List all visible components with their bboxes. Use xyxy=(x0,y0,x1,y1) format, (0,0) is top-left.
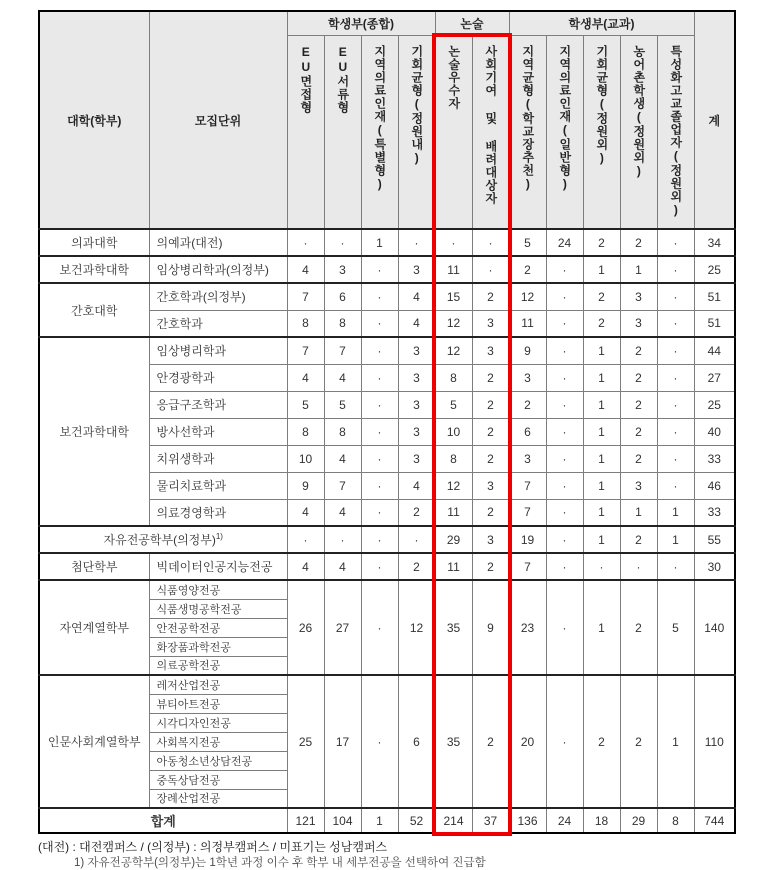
value-cell: 15 xyxy=(435,283,472,310)
value-cell: · xyxy=(546,364,583,391)
unit-cell: 시각디자인전공 xyxy=(149,713,287,732)
unit-cell: 방사선학과 xyxy=(149,418,287,445)
value-cell: 8 xyxy=(324,310,361,337)
college-column-header: 대학(학부) xyxy=(39,11,149,229)
value-cell: 5 xyxy=(509,229,546,256)
value-cell: · xyxy=(546,391,583,418)
value-cell: 3 xyxy=(398,364,435,391)
value-cell: 1 xyxy=(583,472,620,499)
value-cell: 4 xyxy=(287,364,324,391)
unit-cell: 간호학과 xyxy=(149,310,287,337)
unit-cell: 간호학과(의정부) xyxy=(149,283,287,310)
value-cell: 1 xyxy=(583,391,620,418)
value-cell: 8 xyxy=(435,364,472,391)
unit-cell: 안경광학과 xyxy=(149,364,287,391)
unit-cell: 의료경영학과 xyxy=(149,499,287,526)
table-row xyxy=(39,553,735,580)
value-cell: 4 xyxy=(398,310,435,337)
value-cell: 2 xyxy=(472,553,509,580)
table-row xyxy=(39,675,735,694)
value-cell: 5 xyxy=(287,391,324,418)
value-cell: 1 xyxy=(583,526,620,553)
unit-cell: 장례산업전공 xyxy=(149,789,287,808)
unit-cell: 안전공학전공 xyxy=(149,618,287,637)
college-cell: 인문사회계열학부 xyxy=(39,675,149,808)
value-cell: 1 xyxy=(361,808,398,833)
value-cell: 3 xyxy=(620,310,657,337)
value-cell: · xyxy=(287,526,324,553)
unit-cell: 임상병리학과 xyxy=(149,337,287,364)
value-cell: 4 xyxy=(324,553,361,580)
value-cell: 7 xyxy=(509,472,546,499)
value-cell: 1 xyxy=(361,229,398,256)
value-cell: · xyxy=(546,445,583,472)
college-cell: 의과대학 xyxy=(39,229,149,256)
value-cell: 1 xyxy=(583,364,620,391)
unit-cell: 빅데이터인공지능전공 xyxy=(149,553,287,580)
college-cell: 간호대학 xyxy=(39,283,149,337)
value-cell: 11 xyxy=(509,310,546,337)
total-row xyxy=(39,808,735,833)
value-cell: 55 xyxy=(694,526,735,553)
value-cell: 3 xyxy=(472,310,509,337)
column-header-label: 지역균형(학교장추천) xyxy=(520,44,535,192)
table-row xyxy=(39,580,735,599)
value-cell: 214 xyxy=(435,808,472,833)
value-cell: · xyxy=(361,499,398,526)
value-cell: 140 xyxy=(694,580,735,675)
column-header-10 xyxy=(657,35,694,229)
value-cell: 23 xyxy=(509,580,546,675)
value-cell: 3 xyxy=(472,526,509,553)
value-cell: · xyxy=(361,445,398,472)
value-cell: 7 xyxy=(509,499,546,526)
value-cell: 6 xyxy=(509,418,546,445)
column-header-4 xyxy=(435,35,472,229)
value-cell: 2 xyxy=(620,675,657,808)
value-cell: 1 xyxy=(583,418,620,445)
value-cell: 12 xyxy=(509,283,546,310)
admission-table xyxy=(38,10,736,834)
value-cell: · xyxy=(398,526,435,553)
value-cell: 3 xyxy=(509,445,546,472)
value-cell: 11 xyxy=(435,553,472,580)
value-cell: 29 xyxy=(435,526,472,553)
value-cell: 11 xyxy=(435,499,472,526)
value-cell: · xyxy=(546,675,583,808)
value-cell: · xyxy=(361,256,398,283)
group-header-subject: 학생부(교과) xyxy=(509,11,694,35)
value-cell: 33 xyxy=(694,445,735,472)
unit-cell: 아동청소년상담전공 xyxy=(149,751,287,770)
value-cell: 5 xyxy=(324,391,361,418)
column-header-label: 농어촌학생(정원외) xyxy=(631,44,646,179)
value-cell: · xyxy=(398,229,435,256)
campus-footnote: (대전) : 대전캠퍼스 / (의정부) : 의정부캠퍼스 / 미표기는 성남캠퍼스 xyxy=(38,840,388,854)
college-cell: 첨단학부 xyxy=(39,553,149,580)
value-cell: · xyxy=(546,499,583,526)
unit-cell: 응급구조학과 xyxy=(149,391,287,418)
value-cell: 2 xyxy=(583,675,620,808)
table-row xyxy=(39,229,735,256)
table-body xyxy=(39,229,735,833)
table-row xyxy=(39,256,735,283)
value-cell: 10 xyxy=(435,418,472,445)
value-cell: · xyxy=(546,310,583,337)
value-cell: 17 xyxy=(324,675,361,808)
value-cell: 2 xyxy=(620,391,657,418)
value-cell: 2 xyxy=(472,283,509,310)
value-cell: 1 xyxy=(620,499,657,526)
unit-cell: 사회복지전공 xyxy=(149,732,287,751)
value-cell: 12 xyxy=(435,310,472,337)
value-cell: 51 xyxy=(694,310,735,337)
unit-cell: 물리치료학과 xyxy=(149,472,287,499)
value-cell: · xyxy=(472,256,509,283)
value-cell: 2 xyxy=(620,526,657,553)
value-cell: · xyxy=(546,526,583,553)
value-cell: 744 xyxy=(694,808,735,833)
value-cell: 3 xyxy=(472,472,509,499)
value-cell: 2 xyxy=(620,418,657,445)
value-cell: 37 xyxy=(472,808,509,833)
value-cell: 1 xyxy=(657,499,694,526)
column-header-label: 사회기여 및 배려대상자 xyxy=(483,44,498,205)
unit-column-header: 모집단위 xyxy=(149,11,287,229)
value-cell: 29 xyxy=(620,808,657,833)
value-cell: 4 xyxy=(398,283,435,310)
unit-cell: 레저산업전공 xyxy=(149,675,287,694)
value-cell: · xyxy=(324,526,361,553)
value-cell: 6 xyxy=(398,675,435,808)
value-cell: 9 xyxy=(509,337,546,364)
value-cell: 2 xyxy=(509,391,546,418)
value-cell: 2 xyxy=(620,337,657,364)
value-cell: 1 xyxy=(657,675,694,808)
value-cell: 3 xyxy=(324,256,361,283)
value-cell: 2 xyxy=(620,445,657,472)
value-cell: · xyxy=(657,553,694,580)
value-cell: · xyxy=(657,337,694,364)
value-cell: 3 xyxy=(620,283,657,310)
value-cell: · xyxy=(546,418,583,445)
unit-cell: 화장품과학전공 xyxy=(149,637,287,656)
value-cell: · xyxy=(546,472,583,499)
value-cell: · xyxy=(361,675,398,808)
column-header-label: 특성화고교졸업자(정원외) xyxy=(668,44,683,218)
total-column-header: 계 xyxy=(694,11,735,229)
value-cell: 1 xyxy=(583,337,620,364)
value-cell: 12 xyxy=(398,580,435,675)
value-cell: 25 xyxy=(287,675,324,808)
value-cell: 11 xyxy=(435,256,472,283)
value-cell: 4 xyxy=(324,499,361,526)
value-cell: · xyxy=(657,445,694,472)
column-header-label: 논술우수자 xyxy=(446,44,461,110)
unit-cell: 의예과(대전) xyxy=(149,229,287,256)
value-cell: 27 xyxy=(324,580,361,675)
value-cell: · xyxy=(657,283,694,310)
value-cell: 2 xyxy=(472,364,509,391)
value-cell: · xyxy=(435,229,472,256)
table-row xyxy=(39,337,735,364)
value-cell: 12 xyxy=(435,337,472,364)
value-cell: 2 xyxy=(583,283,620,310)
value-cell: 4 xyxy=(287,553,324,580)
value-cell: · xyxy=(287,229,324,256)
value-cell: 25 xyxy=(694,391,735,418)
unit-cell: 의료공학전공 xyxy=(149,656,287,675)
value-cell: · xyxy=(361,364,398,391)
value-cell: 12 xyxy=(435,472,472,499)
column-header-8 xyxy=(583,35,620,229)
value-cell: 9 xyxy=(287,472,324,499)
column-header-2 xyxy=(361,35,398,229)
value-cell: · xyxy=(546,283,583,310)
value-cell: 1 xyxy=(583,580,620,675)
unit-cell: 치위생학과 xyxy=(149,445,287,472)
value-cell: · xyxy=(361,553,398,580)
value-cell: 8 xyxy=(287,310,324,337)
footnote-marker: 1) xyxy=(215,532,223,541)
college-cell: 자연계열학부 xyxy=(39,580,149,675)
value-cell: 2 xyxy=(472,391,509,418)
value-cell: 1 xyxy=(583,256,620,283)
value-cell: · xyxy=(361,418,398,445)
value-cell: 2 xyxy=(398,499,435,526)
value-cell: · xyxy=(657,472,694,499)
value-cell: 2 xyxy=(620,580,657,675)
value-cell: 2 xyxy=(472,675,509,808)
column-header-1 xyxy=(324,35,361,229)
value-cell: · xyxy=(657,310,694,337)
value-cell: · xyxy=(546,580,583,675)
value-cell: 2 xyxy=(583,229,620,256)
group-header-row xyxy=(39,11,735,35)
value-cell: 2 xyxy=(472,418,509,445)
value-cell: 4 xyxy=(324,445,361,472)
value-cell: · xyxy=(657,418,694,445)
value-cell: 3 xyxy=(398,256,435,283)
value-cell: 1 xyxy=(583,445,620,472)
column-header-label: 기회균형(정원내) xyxy=(409,44,424,166)
value-cell: 6 xyxy=(324,283,361,310)
value-cell: 3 xyxy=(398,445,435,472)
value-cell: 25 xyxy=(694,256,735,283)
value-cell: 44 xyxy=(694,337,735,364)
value-cell: 1 xyxy=(620,256,657,283)
unit-cell: 뷰티아트전공 xyxy=(149,694,287,713)
value-cell: 1 xyxy=(657,526,694,553)
value-cell: 35 xyxy=(435,580,472,675)
value-cell: 24 xyxy=(546,808,583,833)
value-cell: 4 xyxy=(398,472,435,499)
column-header-label: EU서류형 xyxy=(335,44,350,114)
value-cell: 5 xyxy=(657,580,694,675)
value-cell: 3 xyxy=(472,337,509,364)
column-header-label: 기회균형(정원외) xyxy=(594,44,609,166)
unit-cell: 임상병리학과(의정부) xyxy=(149,256,287,283)
value-cell: 7 xyxy=(324,337,361,364)
value-cell: 3 xyxy=(398,337,435,364)
column-header-label: 지역의료인재(특별형) xyxy=(372,44,387,192)
value-cell: 3 xyxy=(509,364,546,391)
footnote-clipped: 1) 자유전공학부(의정부)는 1학년 과정 이수 후 학부 내 세부전공을 선택하여 진급함 xyxy=(74,857,486,869)
value-cell: 7 xyxy=(509,553,546,580)
merged-row xyxy=(39,526,735,553)
value-cell: 2 xyxy=(509,256,546,283)
value-cell: · xyxy=(361,283,398,310)
value-cell: 18 xyxy=(583,808,620,833)
college-cell: 보건과학대학 xyxy=(39,337,149,526)
column-header-0 xyxy=(287,35,324,229)
value-cell: 8 xyxy=(324,418,361,445)
value-cell: · xyxy=(657,256,694,283)
value-cell: 121 xyxy=(287,808,324,833)
value-cell: 2 xyxy=(472,499,509,526)
value-cell: 33 xyxy=(694,499,735,526)
college-cell: 보건과학대학 xyxy=(39,256,149,283)
value-cell: 4 xyxy=(287,499,324,526)
value-cell: 2 xyxy=(472,445,509,472)
value-cell: · xyxy=(361,580,398,675)
value-cell: · xyxy=(361,391,398,418)
value-cell: 3 xyxy=(398,418,435,445)
value-cell: 19 xyxy=(509,526,546,553)
value-cell: 9 xyxy=(472,580,509,675)
value-cell: 2 xyxy=(583,310,620,337)
merged-row-label: 자유전공학부(의정부)$^{1)}$ xyxy=(39,526,287,553)
value-cell: 104 xyxy=(324,808,361,833)
column-header-3 xyxy=(398,35,435,229)
value-cell: 3 xyxy=(398,391,435,418)
value-cell: 51 xyxy=(694,283,735,310)
column-header-label: 지역의료인재(일반형) xyxy=(557,44,572,192)
column-header-9 xyxy=(620,35,657,229)
value-cell: · xyxy=(361,472,398,499)
value-cell: 7 xyxy=(287,337,324,364)
value-cell: 24 xyxy=(546,229,583,256)
value-cell: · xyxy=(361,310,398,337)
column-header-label: EU면접형 xyxy=(298,44,313,114)
table-header xyxy=(39,11,735,229)
value-cell: 8 xyxy=(287,418,324,445)
value-cell: 40 xyxy=(694,418,735,445)
value-cell: 52 xyxy=(398,808,435,833)
unit-cell: 식품영양전공 xyxy=(149,580,287,599)
value-cell: 27 xyxy=(694,364,735,391)
value-cell: · xyxy=(657,229,694,256)
value-cell: · xyxy=(546,553,583,580)
value-cell: 2 xyxy=(620,364,657,391)
unit-cell: 중독상담전공 xyxy=(149,770,287,789)
value-cell: 110 xyxy=(694,675,735,808)
column-header-6 xyxy=(509,35,546,229)
group-header-comprehensive: 학생부(종합) xyxy=(287,11,435,35)
value-cell: · xyxy=(583,553,620,580)
value-cell: · xyxy=(546,256,583,283)
value-cell: 3 xyxy=(620,472,657,499)
value-cell: · xyxy=(546,337,583,364)
value-cell: · xyxy=(361,337,398,364)
value-cell: 1 xyxy=(583,499,620,526)
value-cell: · xyxy=(620,553,657,580)
value-cell: 34 xyxy=(694,229,735,256)
value-cell: 2 xyxy=(620,229,657,256)
value-cell: 20 xyxy=(509,675,546,808)
value-cell: 8 xyxy=(435,445,472,472)
value-cell: · xyxy=(657,391,694,418)
value-cell: 30 xyxy=(694,553,735,580)
table-row xyxy=(39,283,735,310)
value-cell: 2 xyxy=(398,553,435,580)
value-cell: 8 xyxy=(657,808,694,833)
value-cell: 4 xyxy=(287,256,324,283)
value-cell: 7 xyxy=(287,283,324,310)
value-cell: 4 xyxy=(324,364,361,391)
value-cell: 136 xyxy=(509,808,546,833)
value-cell: 26 xyxy=(287,580,324,675)
value-cell: · xyxy=(361,526,398,553)
value-cell: · xyxy=(324,229,361,256)
value-cell: · xyxy=(657,364,694,391)
value-cell: 5 xyxy=(435,391,472,418)
value-cell: · xyxy=(472,229,509,256)
unit-cell: 식품생명공학전공 xyxy=(149,599,287,618)
column-header-7 xyxy=(546,35,583,229)
total-row-label: 합계 xyxy=(39,808,287,833)
column-header-5 xyxy=(472,35,509,229)
value-cell: 10 xyxy=(287,445,324,472)
value-cell: 46 xyxy=(694,472,735,499)
value-cell: 35 xyxy=(435,675,472,808)
group-header-essay: 논술 xyxy=(435,11,509,35)
value-cell: 7 xyxy=(324,472,361,499)
